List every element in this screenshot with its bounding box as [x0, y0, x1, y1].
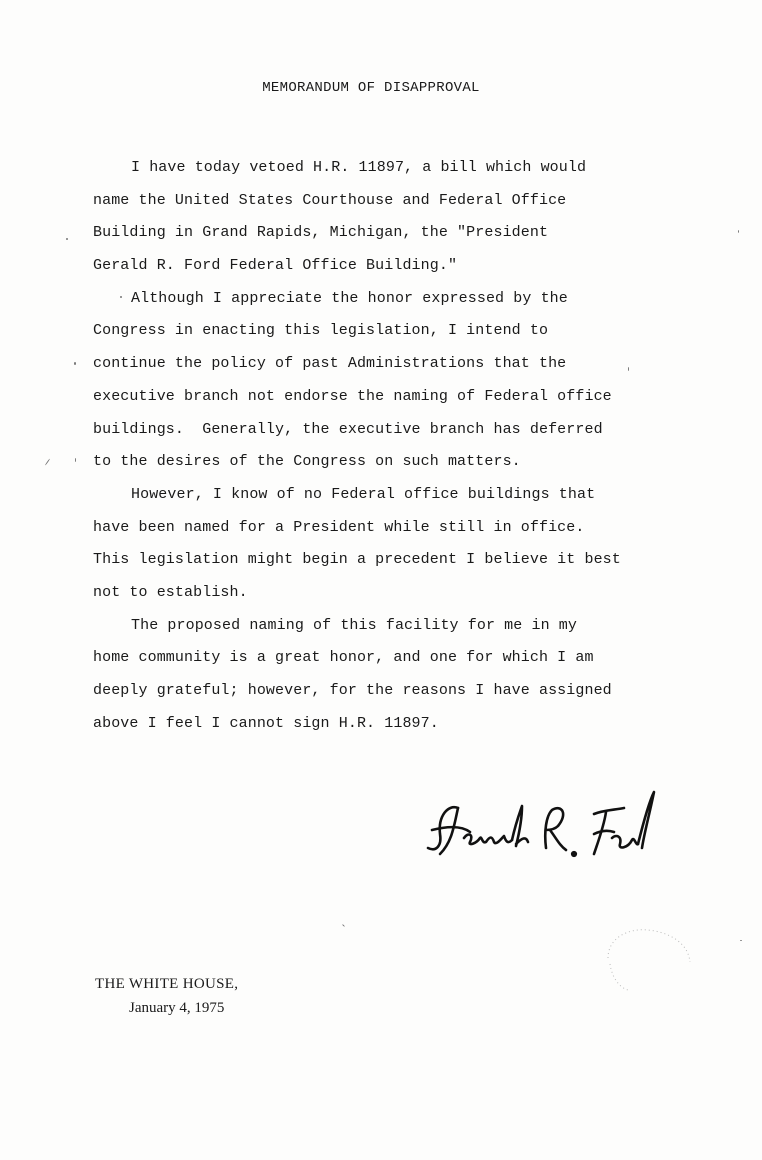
closing-block: [95, 972, 238, 1020]
faint-stamp-mark: [598, 918, 698, 998]
paper-speck: [66, 238, 68, 240]
paper-speck: [75, 458, 76, 462]
memo-body: [93, 152, 683, 740]
paper-speck: [74, 362, 76, 365]
body-line: buildings. Generally, the executive branch has deferred: [93, 420, 603, 438]
body-line: Although I appreciate the honor expressed by the: [131, 289, 568, 307]
body-line: I have today vetoed H.R. 11897, a bill which would: [131, 159, 587, 176]
paper-speck: [740, 940, 742, 941]
body-line: The proposed naming of this facility for me in my: [131, 616, 577, 634]
paper-speck: [120, 296, 122, 298]
body-line: name the United States Courthouse and Federal Office: [93, 191, 567, 209]
body-line: Gerald R. Ford Federal Office Building.": [93, 257, 458, 275]
closing-place: THE WHITE HOUSE,: [95, 976, 239, 992]
paper-speck: [45, 458, 50, 465]
body-line: not to establish.: [93, 583, 248, 601]
paper-speck: [342, 924, 345, 927]
body-line: Building in Grand Rapids, Michigan, the "President: [93, 224, 549, 242]
handwritten-signature: [418, 786, 658, 886]
body-line: Congress in enacting this legislation, I intend to: [93, 322, 549, 340]
closing-date: January 4, 1975: [129, 1000, 225, 1016]
body-line: However, I know of no Federal office buildings that: [131, 485, 596, 503]
body-line: home community is a great honor, and one for which I am: [93, 649, 594, 667]
body-line: continue the policy of past Administrations that the: [93, 355, 567, 373]
paper-speck: [738, 230, 739, 233]
body-line: deeply grateful; however, for the reasons I have assigned: [93, 682, 612, 699]
body-line: above I feel I cannot sign H.R. 11897.: [93, 714, 439, 732]
body-line: to the desires of the Congress on such matters.: [93, 453, 521, 471]
body-line: executive branch not endorse the naming of Federal office: [93, 387, 612, 405]
body-line: have been named for a President while still in office.: [93, 518, 585, 536]
memo-title: MEMORANDUM OF DISAPPROVAL: [262, 80, 480, 96]
paper-speck: [628, 367, 629, 371]
body-line: This legislation might begin a precedent I believe it best: [93, 551, 621, 569]
